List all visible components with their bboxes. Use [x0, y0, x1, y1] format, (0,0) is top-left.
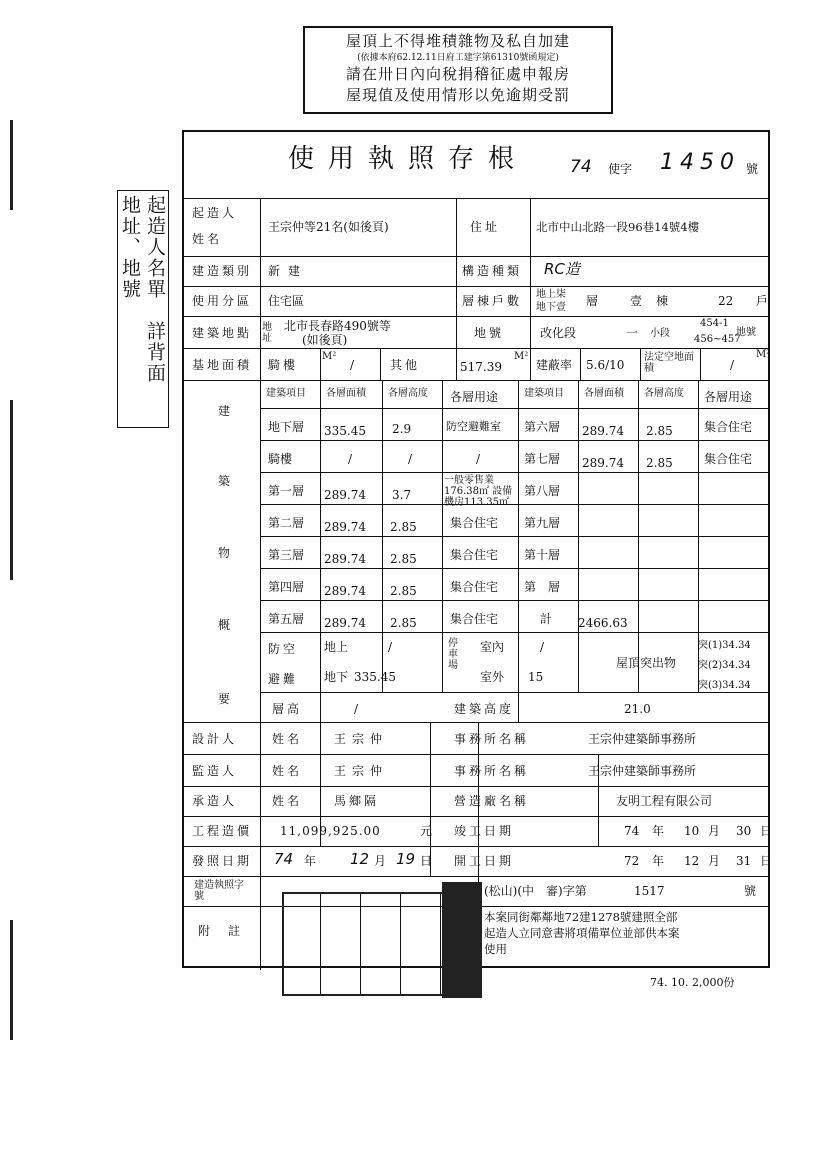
completion-month: 10 [684, 824, 700, 838]
remark-line-1: 本案同街鄰鄰地72建1278號建照全部 [484, 910, 678, 924]
row-height: 3.7 [392, 488, 412, 502]
cost-value: 11,099,925.00 [280, 824, 381, 838]
designer-office: 王宗仲建築師事務所 [588, 732, 697, 746]
zone-label: 使用分區 [192, 294, 253, 308]
location-note: (如後頁) [302, 333, 348, 347]
shelter-below-value: 335.45 [354, 670, 396, 684]
row-area: 289.74 [582, 456, 624, 470]
binder-mark [10, 120, 13, 210]
row-height: 2.85 [646, 424, 673, 438]
header-area: 各層面積 [326, 388, 366, 399]
row-name: 計 [540, 612, 553, 626]
roof-value: 突(3)34.34 [698, 680, 751, 691]
row-height: 2.85 [646, 456, 673, 470]
row-name: 第八層 [524, 484, 561, 498]
row-use: 集合住宅 [450, 548, 499, 562]
red-seal [442, 882, 482, 998]
side-note-col-1: 起造人名單 [144, 195, 166, 300]
notice-stamp [303, 26, 613, 114]
row-use: 一般零售業176.38㎡ 設備機房113.35㎡ [444, 475, 513, 508]
roof-label: 屋頂突出物 [616, 656, 677, 670]
parking-indoor-value: / [540, 640, 545, 654]
issue-month: 12 [350, 850, 370, 868]
notice-line-1: 屋頂上不得堆積雜物及私自加建 [345, 32, 570, 50]
row-use: / [476, 452, 481, 466]
completion-label: 竣工日期 [454, 824, 515, 838]
unit-count: 22 [718, 294, 734, 308]
issue-date-label: 發照日期 [192, 854, 253, 868]
unit-unit: 戶 [756, 294, 769, 308]
row-name: 第四層 [268, 580, 305, 594]
floors-above: 地上柒 [536, 289, 566, 300]
open-space-label: 法定空地面積 [644, 352, 694, 374]
other-area-value: 517.39 [460, 360, 502, 374]
shelter-label-1: 防空 [268, 642, 299, 656]
header-height: 各層高度 [644, 388, 684, 399]
row-area: 289.74 [582, 424, 624, 438]
contractor-name: 馬鄉隔 [334, 794, 380, 808]
address-label: 住址 [470, 220, 501, 234]
arcade-label: 騎樓 [268, 358, 299, 372]
contractor-firm-label: 營造廠名稱 [454, 794, 530, 808]
row-name: 地下層 [268, 420, 305, 434]
unit-year: 年 [652, 824, 665, 838]
row-area: 289.74 [324, 520, 366, 534]
row-area: 335.45 [324, 424, 366, 438]
binder-mark [10, 920, 13, 1040]
overview-label-5: 要 [218, 692, 234, 706]
parking-outdoor-label: 室外 [480, 670, 505, 684]
row-use: 集合住宅 [704, 420, 753, 434]
coverage-label: 建蔽率 [536, 358, 573, 372]
row-name: 第六層 [524, 420, 561, 434]
building-unit: 棟 [656, 294, 669, 308]
header-area: 各層面積 [584, 388, 624, 399]
row-name: 第十層 [524, 548, 561, 562]
overview-label-2: 築 [218, 474, 234, 488]
side-note-col-3: 詳背面 [144, 321, 166, 384]
parking-outdoor-value: 15 [528, 670, 544, 684]
header-use: 各層用途 [704, 390, 753, 404]
unit-m2: M² [322, 351, 337, 362]
completion-day: 30 [736, 824, 752, 838]
row-height: 2.85 [390, 520, 417, 534]
lot-label: 地號 [474, 326, 505, 340]
lot-subsection: 一 [626, 326, 639, 340]
row-use: 集合住宅 [704, 452, 753, 466]
applicant-address: 北市中山北路一段96巷14號4樓 [536, 220, 700, 234]
unit-month: 月 [374, 854, 387, 868]
row-name: 第九層 [524, 516, 561, 530]
roof-value: 突(1)34.34 [698, 640, 751, 651]
floor-unit: 層 [586, 294, 599, 308]
header-item: 建築項目 [524, 388, 564, 399]
zone-value: 住宅區 [268, 294, 305, 308]
location-value: 北市長春路490號等 [284, 319, 391, 333]
supervisor-name-label: 姓名 [272, 764, 303, 778]
lot-sub-label: 小段 [650, 328, 670, 339]
floor-height-label: 層高 [272, 702, 303, 716]
designer-label: 設計人 [192, 732, 238, 746]
permit-suffix: 號 [746, 162, 759, 176]
row-use: 集合住宅 [450, 516, 499, 530]
permit-prefix: 使字 [608, 162, 633, 176]
row-area: / [348, 452, 353, 466]
permit-number-value: 1517 [634, 884, 665, 898]
shelter-above-label: 地上 [324, 640, 349, 654]
parking-indoor-label: 室內 [480, 640, 505, 654]
row-name: 第二層 [268, 516, 305, 530]
unit-year: 年 [304, 854, 317, 868]
start-day: 31 [736, 854, 752, 868]
unit-day: 日 [760, 854, 773, 868]
print-code: 74. 10. 2,000份 [650, 976, 735, 989]
applicant-label: 起造人 [192, 206, 238, 220]
row-name: 第七層 [524, 452, 561, 466]
header-use: 各層用途 [450, 390, 499, 404]
contractor-firm: 友明工程有限公司 [616, 794, 713, 808]
row-name: 第一層 [268, 484, 305, 498]
row-area: 289.74 [324, 584, 366, 598]
binder-mark [10, 400, 13, 580]
remark-line-3: 使用 [484, 942, 507, 956]
site-area-label: 基地面積 [192, 358, 253, 372]
floor-height-value: / [354, 702, 359, 716]
permit-year: 74 [570, 157, 592, 177]
header-item: 建築項目 [266, 388, 306, 399]
remark-line-2: 起造人立同意書將項備單位並部供本案 [484, 926, 680, 940]
location-sub-label: 地址 [262, 322, 272, 344]
row-area: 289.74 [324, 616, 366, 630]
applicant-name: 王宗仲等21名(如後頁) [268, 220, 389, 234]
permit-form [182, 130, 773, 968]
shelter-above-value: / [388, 640, 393, 654]
row-area: 289.74 [324, 552, 366, 566]
floors-label: 層棟戶數 [462, 294, 523, 308]
structure-label: 構造種類 [462, 264, 523, 278]
floors-below: 地下壹 [536, 302, 566, 313]
lot-suffix: 地號 [736, 327, 756, 338]
supervisor-office: 王宗仲建築師事務所 [588, 764, 697, 778]
row-name: 騎樓 [268, 452, 293, 466]
lot-number-1: 454-1 [700, 318, 729, 329]
row-name: 第三層 [268, 548, 305, 562]
overview-label-1: 建 [218, 404, 234, 418]
supervisor-office-label: 事務所名稱 [454, 764, 530, 778]
lot-number-2: 456~457 [694, 334, 741, 345]
supervisor-label: 監造人 [192, 764, 238, 778]
start-date-label: 開工日期 [454, 854, 515, 868]
shelter-below-label: 地下 [324, 670, 349, 684]
row-use: 集合住宅 [450, 612, 499, 626]
form-title: 使用執照存根 [288, 144, 529, 174]
unit-year: 年 [652, 854, 665, 868]
roof-value: 突(2)34.34 [698, 660, 751, 671]
arcade-value: / [350, 358, 355, 372]
completion-year: 74 [624, 824, 640, 838]
row-height: 2.85 [390, 616, 417, 630]
notice-line-2: (依據本府62.12.11日府工建字第61310號函規定) [357, 53, 559, 63]
parking-label: 停車場 [448, 638, 458, 671]
contractor-name-label: 姓名 [272, 794, 303, 808]
unit-month: 月 [708, 824, 721, 838]
unit-day: 日 [420, 854, 433, 868]
unit-m2: M² [756, 349, 771, 360]
building-type: 新建 [268, 264, 309, 278]
permit-label: 建造執照字號 [194, 880, 244, 902]
row-name: 第五層 [268, 612, 305, 626]
row-height: 2.85 [390, 584, 417, 598]
supervisor-name: 王宗仲 [334, 764, 389, 778]
type-label: 建造類別 [192, 264, 253, 278]
building-height-label: 建築高度 [454, 702, 515, 716]
issue-day: 19 [396, 850, 416, 868]
open-space-value: / [730, 358, 735, 372]
building-height-value: 21.0 [624, 702, 651, 716]
row-height: 2.9 [392, 422, 412, 436]
unit-day: 日 [760, 824, 773, 838]
other-area-label: 其他 [390, 358, 421, 372]
unit-month: 月 [708, 854, 721, 868]
header-height: 各層高度 [388, 388, 428, 399]
designer-name: 王宗仲 [334, 732, 389, 746]
start-year: 72 [624, 854, 640, 868]
location-label: 建築地點 [192, 326, 253, 340]
cost-unit: 元 [420, 824, 433, 838]
notice-line-3: 請在卅日內向稅捐稽征處申報房 [345, 65, 570, 83]
lot-section: 改化段 [540, 326, 577, 340]
designer-office-label: 事務所名稱 [454, 732, 530, 746]
applicant-name-label: 姓名 [192, 232, 223, 246]
contractor-label: 承造人 [192, 794, 238, 808]
row-use: 防空避難室 [446, 420, 501, 433]
overview-label-3: 物 [218, 546, 234, 560]
notice-line-4: 屋現值及使用情形以免逾期受罰 [345, 86, 570, 104]
permit-value: (松山)(中 審)字第 [484, 884, 587, 898]
row-name: 第 層 [524, 580, 561, 594]
side-note-col-2: 地址、地號 [119, 195, 141, 300]
side-note [117, 190, 169, 428]
coverage-value: 5.6/10 [586, 358, 625, 372]
building-count: 壹 [630, 294, 643, 308]
remark-label: 附註 [198, 924, 259, 938]
issue-year: 74 [274, 850, 294, 868]
row-area: 289.74 [324, 488, 366, 502]
start-month: 12 [684, 854, 700, 868]
row-height: / [408, 452, 413, 466]
shelter-label-2: 避難 [268, 672, 299, 686]
row-height: 2.85 [390, 552, 417, 566]
row-use: 集合住宅 [450, 580, 499, 594]
cost-label: 工程造價 [192, 824, 253, 838]
total-area: 2466.63 [578, 616, 628, 630]
permit-number: 1450 [660, 150, 740, 175]
unit-m2: M² [514, 351, 529, 362]
permit-number-suffix: 號 [744, 884, 757, 898]
structure-type: RC造 [544, 260, 580, 278]
designer-name-label: 姓名 [272, 732, 303, 746]
overview-label-4: 概 [218, 618, 234, 632]
